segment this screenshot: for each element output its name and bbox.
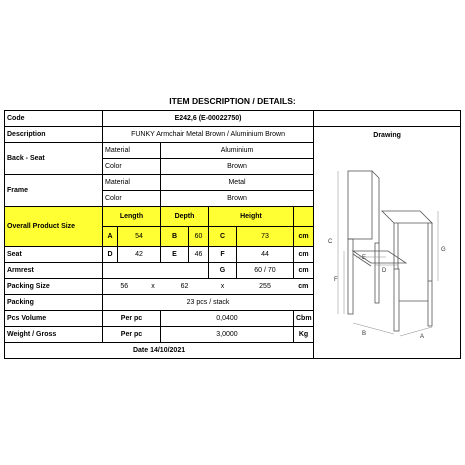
frame-material-value: Metal (161, 175, 314, 191)
back-seat-material-label: Material (103, 143, 161, 159)
seat-label: Seat (5, 247, 103, 263)
dim-c-letter: C (328, 239, 333, 245)
frame-material-label: Material (103, 175, 161, 191)
frame-label: Frame (5, 175, 103, 207)
chair-drawing (320, 151, 454, 341)
row-description (5, 127, 461, 143)
row-code (5, 111, 461, 127)
drawing-header-top (314, 111, 461, 127)
drawing-label: Drawing (373, 132, 401, 139)
description-label: Description (5, 127, 103, 143)
armrest-g-value: 60 / 70 (237, 263, 294, 279)
dim-f-letter: F (334, 277, 338, 283)
packing-label: Packing (5, 295, 103, 311)
drawing-cell (314, 127, 461, 359)
pcs-volume-value: 0,0400 (161, 311, 294, 327)
dim-e-letter: E (362, 255, 367, 261)
code-value: E242,6 (E-00022750) (103, 111, 314, 127)
dim-g-letter: G (441, 247, 446, 253)
packing-size-x2: x (209, 279, 237, 295)
height-header: Height (209, 207, 294, 227)
code-label: Code (5, 111, 103, 127)
weight-label: Weight / Gross (5, 327, 103, 343)
dim-a-letter: A (420, 334, 425, 340)
chair-leg-rear (375, 243, 379, 303)
overall-a-value: 54 (118, 227, 161, 247)
back-seat-color-value: Brown (161, 159, 314, 175)
sheet-title: ITEM DESCRIPTION / DETAILS: (169, 96, 296, 106)
length-header: Length (103, 207, 161, 227)
frame-color-label: Color (103, 191, 161, 207)
dim-d-letter: D (382, 268, 387, 274)
frame-color-value: Brown (161, 191, 314, 207)
packing-value: 23 pcs / stack (103, 295, 314, 311)
seat-e-letter: E (161, 247, 189, 263)
overall-size-label: Overall Product Size (5, 207, 103, 247)
back-seat-label: Back - Seat (5, 143, 103, 175)
depth-header: Depth (161, 207, 209, 227)
pcs-volume-label: Pcs Volume (5, 311, 103, 327)
seat-d-value: 42 (118, 247, 161, 263)
description-value: FUNKY Armchair Metal Brown / Aluminium Brown (103, 127, 314, 143)
packing-size-v2: 62 (161, 279, 209, 295)
chair-back-edge-top (372, 171, 379, 178)
armrest-unit: cm (294, 263, 314, 279)
seat-d-letter: D (103, 247, 118, 263)
weight-value: 3,0000 (161, 327, 294, 343)
seat-e-value: 46 (189, 247, 209, 263)
overall-c-letter: C (209, 227, 237, 247)
seat-f-letter: F (209, 247, 237, 263)
weight-unit: Kg (294, 327, 314, 343)
packing-size-v3: 255 (237, 279, 294, 295)
overall-b-value: 60 (189, 227, 209, 247)
seat-f-value: 44 (237, 247, 294, 263)
dim-b-letter: B (362, 331, 367, 337)
overall-b-letter: B (161, 227, 189, 247)
chair-armrest-top (382, 211, 432, 223)
overall-unit: cm (294, 227, 314, 247)
overall-a-letter: A (103, 227, 118, 247)
packing-size-v1: 56 (103, 279, 146, 295)
overall-unit-header (294, 207, 314, 227)
dim-b-line (353, 323, 394, 334)
packing-size-x1: x (146, 279, 161, 295)
armrest-label: Armrest (5, 263, 103, 279)
chair-leg-front-left (348, 239, 353, 314)
date-value: Date 14/10/2021 (5, 343, 314, 359)
seat-unit: cm (294, 247, 314, 263)
back-seat-material-value: Aluminium (161, 143, 314, 159)
overall-c-value: 73 (237, 227, 294, 247)
armrest-empty (103, 263, 209, 279)
dim-a-line (400, 327, 432, 336)
packing-size-label: Packing Size (5, 279, 103, 295)
chair-leg-front-right (394, 269, 399, 331)
chair-backrest (348, 171, 372, 239)
packing-size-unit: cm (294, 279, 314, 295)
chair-leg-rear-right (428, 281, 432, 326)
armrest-g-letter: G (209, 263, 237, 279)
pcs-volume-unit: Cbm (294, 311, 314, 327)
spec-table (4, 110, 461, 359)
back-seat-color-label: Color (103, 159, 161, 175)
weight-per: Per pc (103, 327, 161, 343)
pcs-volume-per: Per pc (103, 311, 161, 327)
